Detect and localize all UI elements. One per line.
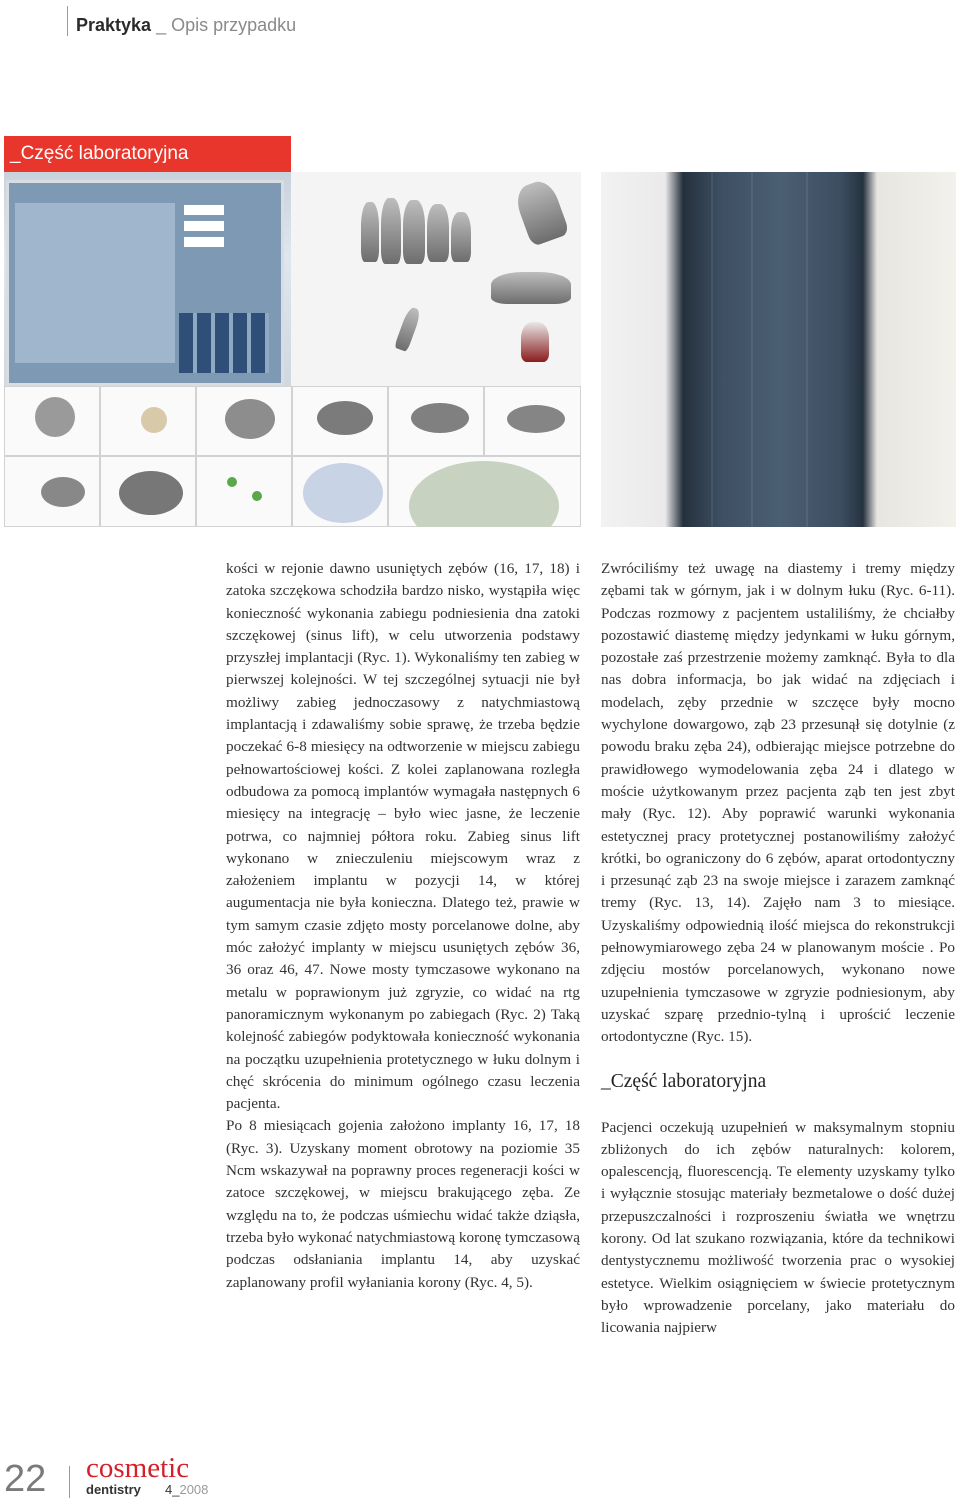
tooth-render: [35, 397, 75, 437]
tooth-render: [119, 471, 183, 515]
page-number: 22: [4, 1458, 47, 1500]
issue-year: 2008: [179, 1482, 209, 1497]
body-paragraph: Zwróciliśmy też uwagę na diastemy i tremy między zębami tak w górnym, jak i w dolnym łuku (Ryc. 6-11). Podczas rozmowy z pacjentem ustaliliśmy, że chciałby pozostawić diastemę między jedynkami w łuku górnym, pozostałe zaś przestrzenie możemy zamknąć. Była to dla nas dobra informacja, bo jak widać na zdjęciach i modelach, zęby przednie w szczęce były mocno wychylone dowargowo, ząb 23 przesunął się dotylnie (z powodu braku zęba 24), odbierając miejsce potrzebne do prawidłowego wymodelowania zęba 24 i dlatego w moście użytkowanym przez pacjenta ząb ten jest zbyt mały (Ryc. 12). Aby poprawić warunki wykonania estetycznej pracy protetycznej postanowiliśmy założyć krótki, bo ograniczony do 6 zębów, aparat ortodontyczny i przesunąć ząb 23 na swoje miejsce i zarazem zamknąć tremy (Ryc. 13, 14). Zajęło nam 3 to miesiące. Uzyskaliśmy odpowiednią ilość miejsca do rekonstrukcji pełnowymiarowego zęba 24 w planowanym moście . Po zdjęciu mostów porcelanowych, wykonano nowe uzupełnienia tymczasowe w zgryzie podniesionym, aby uzyskać szparę przednio-tylną i uprościć leczenie ortodontyczne (Ryc. 15).: [601, 560, 955, 1046]
texture-streak: [806, 172, 808, 527]
magazine-logo: cosmetic: [86, 1452, 190, 1484]
body-paragraph: Po 8 miesiącach gojenia założono implanty 16, 17, 18 (Ryc. 3). Uzyskany moment obrotowy na poziomie 35 Ncm wskazywał na poprawny proces regeneracji kości w zatoce szczękowej, w miejscu brakującego zęba. Ze względu na to, że podczas uśmiechu widać także dziąsła, trzeba było wykonać natychmiastową koronę tymczasową podczas odsłaniania implantu 14, aby uzyskać zaplanowany profil wyłaniania korony (Ryc. 4, 5).: [226, 1117, 580, 1291]
tooth-render: [225, 399, 275, 439]
header-section: Praktyka: [76, 15, 152, 35]
software-panel: [15, 203, 175, 363]
figure-dental-model: [291, 172, 581, 386]
arch-render: [491, 272, 571, 304]
magazine-logo-subtitle: dentistry: [86, 1482, 141, 1497]
tooth-render: [507, 405, 565, 433]
implant-marker: [252, 491, 262, 501]
readout-field: [184, 205, 224, 215]
figure-dark-closeup: [601, 172, 956, 527]
tooth-render: [381, 198, 401, 264]
button-grid: [179, 313, 269, 373]
screenshot-thumbnail: [388, 386, 484, 456]
body-column-left: [226, 558, 580, 1294]
arch-render: [303, 463, 383, 523]
implant-marker: [227, 477, 237, 487]
header-divider: [67, 6, 68, 36]
body-paragraph: kości w rejonie dawno usuniętych zębów (16, 17, 18) i zatoka szczękowa schodziła bardzo nisko, wystąpiła więc konieczność wykonania zabiegu podniesienia dna zatoki szczękowej (sinus lift), w celu utworzenia podstawy przyszłej implantacji (Ryc. 1). Wykonaliśmy ten zabieg w pierwszej kolejności. W tej szczególnej sytuacji nie był możliwy zabieg jednoczasowy z natychmiastową implantacją i zdawaliśmy sobie sprawę, że trzeba będzie poczekać 6-8 miesięcy na odtworzenie w miejscu zabiegu pełnowartościowej kości. Z kolei zaplanowana rozległa odbudowa za pomocą implantów wymagała następnych 6 miesięcy na integrację – było wiec jasne, że leczenie potrwa, co najmniej półtora roku. Zabieg sinus lift wykonano w znieczuleniu miejscowym wraz z założeniem implantu w pozycji 14, w której augumentacja nie była konieczna. Dlatego też, prawie w tym samym czasie zdjęto mosty porcelanowe dolne, aby móc założyć implanty w miejscu usuniętych zębów 36, 36 oraz 46, 47. Nowe mosty tymczasowe wykonano na metalu w poprawionym już zgryzie, co widać na rtg panoramicznym wykonanym po zabiegach (Ryc. 2) Taką kolejność zabiegów podyktowała konieczność wykonania na początku uzupełnienia protetycznego w łuku dolnym i chęć skrócenia do minimum ogólnego czasu leczenia pacjenta.: [226, 560, 580, 1113]
screenshot-thumbnail: [292, 456, 388, 527]
screenshot-thumbnail: [4, 456, 100, 527]
screenshot-thumbnail: [196, 456, 292, 527]
tooth-render: [394, 306, 422, 352]
tooth-render: [411, 403, 469, 433]
screenshot-thumbnail: [4, 386, 100, 456]
readout-field: [184, 221, 224, 231]
issue-label: [165, 1482, 208, 1498]
screenshot-thumbnail: [484, 386, 581, 456]
screenshot-thumbnail: [292, 386, 388, 456]
tooth-render: [427, 204, 449, 262]
section-banner: [4, 136, 291, 172]
header-subsection: _ Opis przypadku: [156, 15, 297, 35]
figure-software-screen: [4, 172, 291, 386]
tooth-render: [317, 401, 373, 435]
running-header: [76, 14, 296, 36]
body-column-right: [601, 558, 955, 1340]
body-paragraph: Pacjenci oczekują uzupełnień w maksymalnym stopniu zbliżonych do ich zębów naturalnych: kolorem, opalescencją, fluorescencją. Te elementy uzyskamy tylko i wyłącznie stosując materiały bezmetalowe o dość dużej przepuszczalności i rozproszeniu światła we wnętrzu korony. Od lat szukano rozwiązania, które da technikowi dentystycznemu możliwość tworzenia prac o wysokiej estetyce. Wielkim osiągnięciem w świecie protetycznym było wprowadzenie porcelany, jako materiału do licowania najpierw: [601, 1118, 955, 1337]
screenshot-thumbnail: [100, 456, 196, 527]
footer-divider: [69, 1466, 70, 1498]
issue-number: 4_: [165, 1482, 180, 1497]
tooth-render: [361, 202, 379, 262]
texture-streak: [711, 172, 713, 527]
tooth-render: [141, 407, 167, 433]
screenshot-thumbnail: [196, 386, 292, 456]
readout-field: [184, 237, 224, 247]
texture-streak: [751, 172, 753, 527]
tooth-render: [521, 322, 549, 362]
section-banner-label: _Część laboratoryjna: [10, 143, 189, 164]
tooth-render: [451, 212, 471, 262]
figure-screenshot-strip: [4, 386, 581, 527]
monitor-frame: [6, 180, 284, 386]
arch-render: [409, 461, 559, 527]
tooth-render: [403, 200, 425, 264]
tooth-render: [512, 177, 570, 247]
screenshot-thumbnail: [388, 456, 581, 527]
section-heading: _Część laboratoryjna: [601, 1070, 767, 1092]
tooth-render: [41, 477, 85, 507]
screenshot-thumbnail: [100, 386, 196, 456]
